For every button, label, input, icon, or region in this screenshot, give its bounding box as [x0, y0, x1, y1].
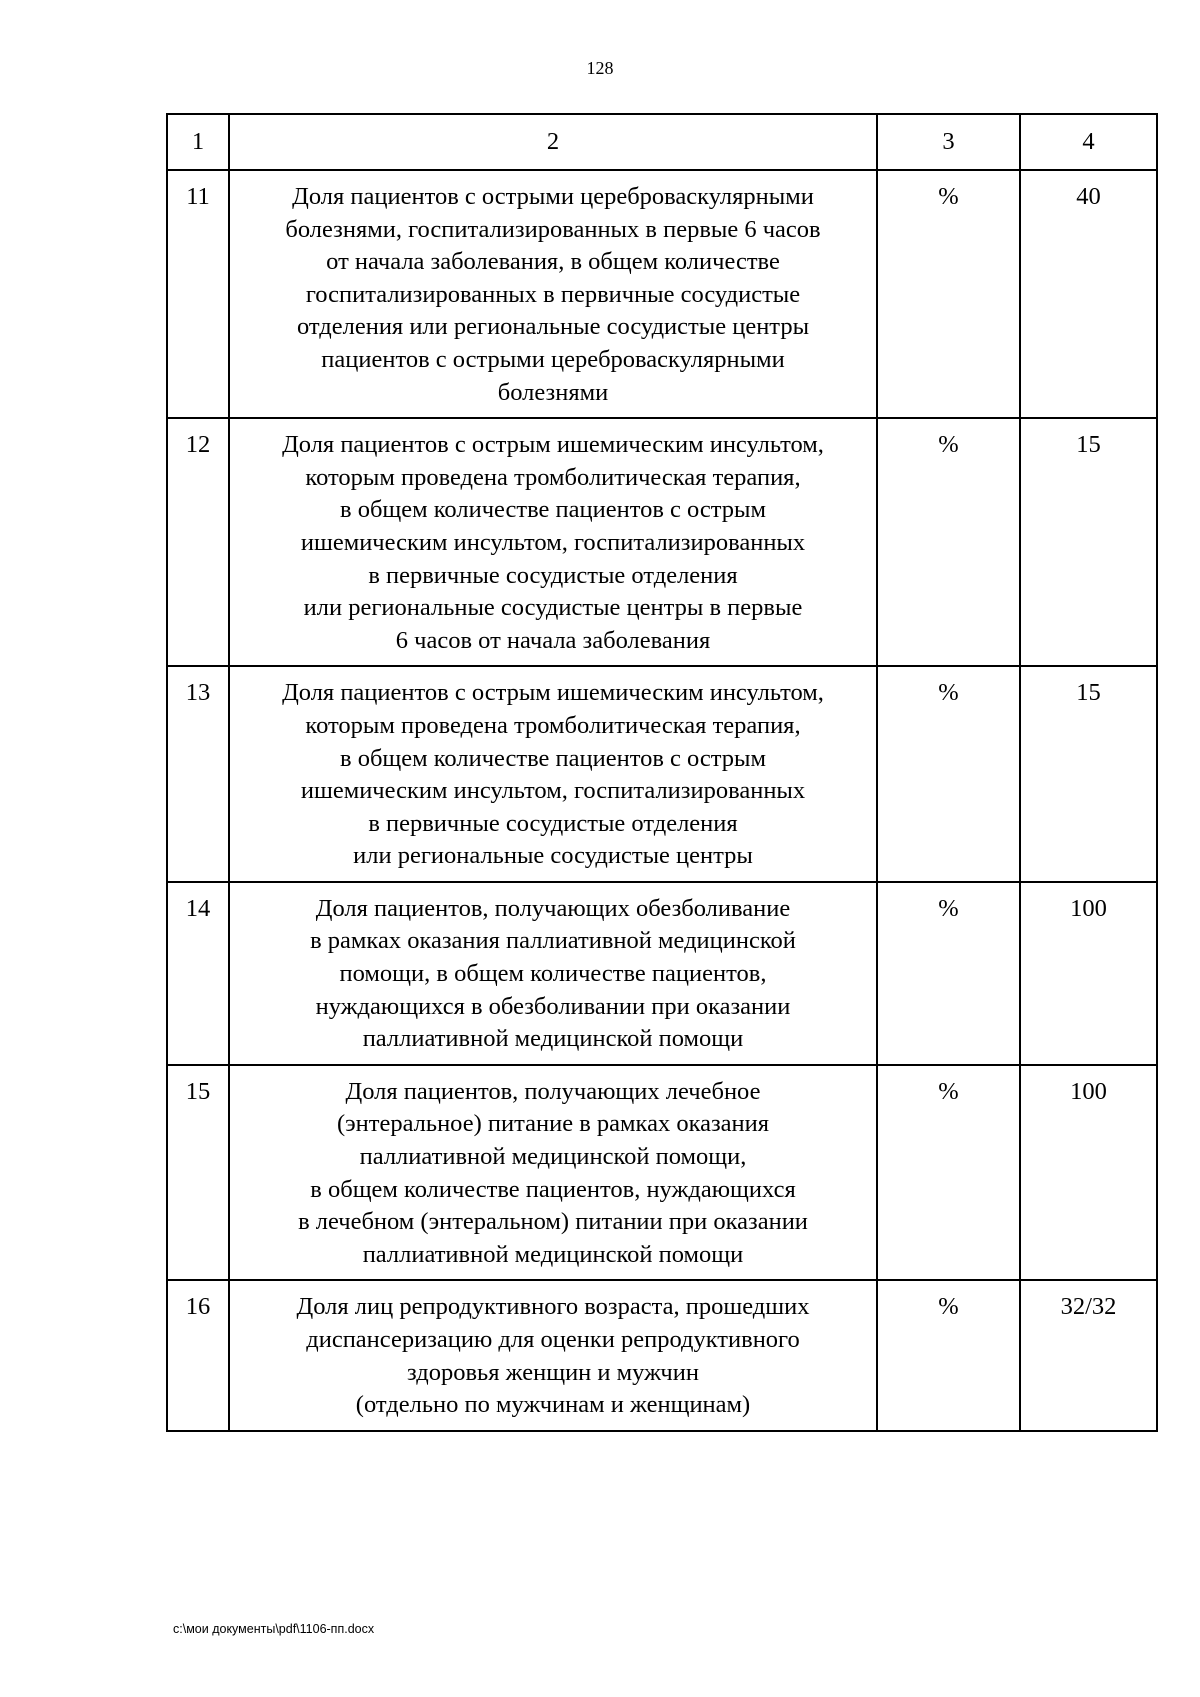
table-header-row — [167, 114, 1157, 170]
unit-cell — [877, 666, 1020, 882]
table-row — [167, 666, 1157, 882]
description-cell — [229, 418, 877, 666]
value-cell — [1020, 418, 1157, 666]
indicator-value: 15 — [1076, 679, 1101, 707]
row-number: 14 — [185, 894, 211, 922]
header-cell-4: 4 — [1020, 114, 1157, 170]
unit-cell — [877, 1065, 1020, 1281]
unit-of-measure: % — [938, 183, 959, 210]
unit-cell — [877, 1280, 1020, 1430]
row-number: 15 — [185, 1077, 211, 1105]
row-number-cell — [167, 170, 229, 418]
row-number-cell — [167, 666, 229, 882]
row-number: 11 — [186, 183, 210, 210]
value-cell — [1020, 882, 1157, 1065]
unit-of-measure: % — [938, 894, 959, 922]
indicator-value: 100 — [1070, 894, 1107, 922]
indicator-value: 100 — [1070, 1077, 1107, 1105]
footer-file-path: c:\мои документы\pdf\1106-пп.docx — [173, 1622, 375, 1636]
row-number: 16 — [185, 1293, 211, 1321]
indicator-value: 32/32 — [1060, 1293, 1117, 1321]
table-row — [167, 1065, 1157, 1281]
row-number: 12 — [185, 431, 211, 459]
table-row — [167, 418, 1157, 666]
value-cell — [1020, 1065, 1157, 1281]
unit-cell — [877, 418, 1020, 666]
indicator-description: Доля пациентов с острым ишемическим инсультом, которым проведена тромболитическая терапия, в общем количестве пациентов с острым ишемическим инсультом, госпитализированных в первичные сосудистые отделения или региональные сосудистые центры — [282, 679, 824, 870]
description-cell — [229, 882, 877, 1065]
header-cell-1: 1 — [167, 114, 229, 170]
indicator-description: Доля пациентов, получающих обезболивание в рамках оказания паллиативной медицинской помощи, в общем количестве пациентов, нуждающихся в обезболивании при оказании паллиативной медицинской помощи — [310, 894, 796, 1053]
description-cell — [229, 170, 877, 418]
header-cell-2: 2 — [229, 114, 877, 170]
page-number: 128 — [586, 58, 614, 78]
unit-of-measure: % — [938, 431, 959, 459]
row-number-cell — [167, 882, 229, 1065]
indicator-description: Доля пациентов с острым ишемическим инсультом, которым проведена тромболитическая терапия, в общем количестве пациентов с острым ишемическим инсультом, госпитализированных в первичные сосудистые отделения или региональные сосудистые центры в первые 6 часов от начала заболевания — [282, 431, 824, 654]
unit-of-measure: % — [938, 1293, 959, 1321]
value-cell — [1020, 1280, 1157, 1430]
table-row — [167, 1280, 1157, 1430]
row-number-cell — [167, 1280, 229, 1430]
description-cell — [229, 666, 877, 882]
row-number-cell — [167, 1065, 229, 1281]
table-row — [167, 882, 1157, 1065]
indicator-value: 40 — [1076, 183, 1101, 210]
indicator-description: Доля пациентов, получающих лечебное (энтеральное) питание в рамках оказания паллиативной медицинской помощи, в общем количестве пациентов, нуждающихся в лечебном (энтеральном) питании при оказании паллиативной медицинской помощи — [298, 1077, 808, 1268]
value-cell — [1020, 666, 1157, 882]
value-cell — [1020, 170, 1157, 418]
description-cell — [229, 1065, 877, 1281]
description-cell — [229, 1280, 877, 1430]
unit-of-measure: % — [938, 679, 959, 707]
indicator-value: 15 — [1076, 431, 1101, 459]
indicator-description: Доля пациентов с острыми цереброваскулярными болезнями, госпитализированных в первые 6 часов от начала заболевания, в общем количестве госпитализированных в первичные сосудистые отделения или региональные сосудистые центры пациентов с острыми цереброваскулярными болезнями — [285, 183, 821, 406]
unit-of-measure: % — [938, 1077, 959, 1105]
table-row — [167, 170, 1157, 418]
row-number-cell — [167, 418, 229, 666]
row-number: 13 — [185, 679, 211, 707]
header-cell-3: 3 — [877, 114, 1020, 170]
indicators-table — [166, 113, 1158, 1432]
unit-cell — [877, 170, 1020, 418]
indicator-description: Доля лиц репродуктивного возраста, прошедших диспансеризацию для оценки репродуктивного здоровья женщин и мужчин (отдельно по мужчинам и женщинам) — [296, 1293, 810, 1419]
unit-cell — [877, 882, 1020, 1065]
